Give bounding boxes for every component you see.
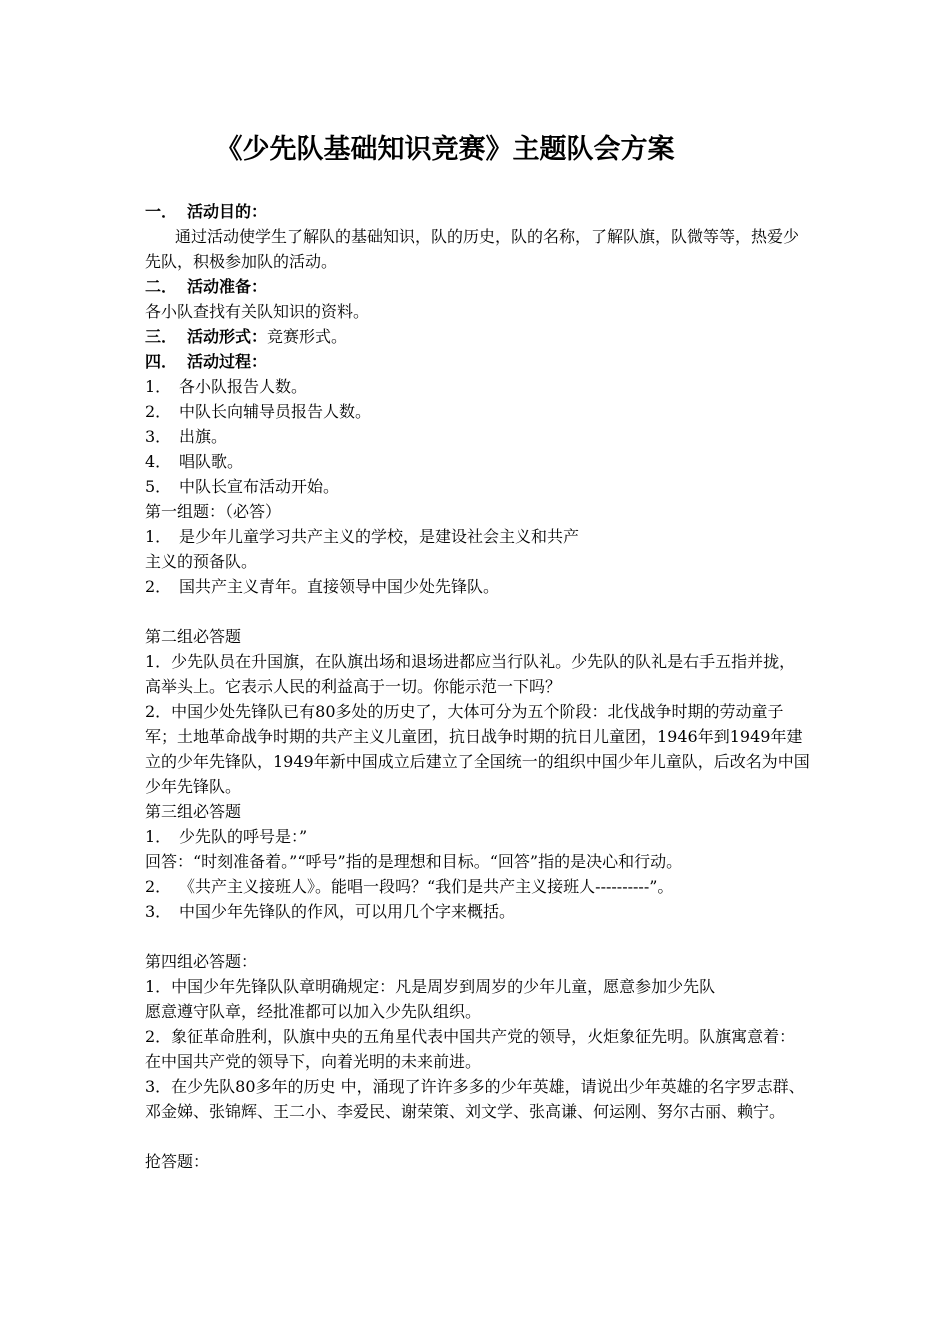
spacer — [145, 599, 810, 624]
rush-heading: 抢答题： — [145, 1152, 210, 1171]
group4-heading: 第四组必答题： — [145, 952, 258, 971]
group1-question-2: 2． 国共产主义青年。直接领导中国少处先锋队。 — [145, 577, 500, 596]
group4-question-3: 3．在少先队80多年的历史 中，涌现了许许多多的少年英雄，请说出少年英雄的名字罗志群、邓金娣、张锦辉、王二小、李爱民、谢荣策、刘文学、张高谦、何运刚、努尔古丽、赖宁。 — [145, 1077, 805, 1121]
group2-question-2: 2．中国少处先锋队已有80多处的历史了，大体可分为五个阶段：北伐战争时期的劳动童子军；土地革命战争时期的共产主义儿童团，抗日战争时期的抗日儿童团，1946年到1949年建立的少年先锋队，1949年新中国成立后建立了全国统一的组织中国少年儿童队，后改名为中国少年先锋队。 — [145, 702, 810, 796]
group2-question-1: 1．少先队员在升国旗，在队旗出场和退场进都应当行队礼。少先队的队礼是右手五指并拢，高举头上。它表示人民的利益高于一切。你能示范一下吗？ — [145, 652, 796, 696]
section-process-heading: 四． 活动过程： — [145, 352, 268, 371]
group1-question-1-cont: 主义的预备队。 — [145, 552, 258, 571]
section-prep-text: 各小队查找有关队知识的资料。 — [145, 302, 370, 321]
group4-question-1: 1．中国少年先锋队队章明确规定：凡是周岁到周岁的少年儿童，愿意参加少先队 — [145, 977, 716, 996]
group3-question-1: 1． 少先队的呼号是：” — [145, 827, 308, 846]
step-item: 1． 各小队报告人数。 — [145, 377, 308, 396]
group3-question-2: 2． 《共产主义接班人》。能唱一段吗？“我们是共产主义接班人----------”。 — [145, 877, 674, 896]
step-item: 3． 出旗。 — [145, 427, 228, 446]
group1-question-1: 1． 是少年儿童学习共产主义的学校，是建设社会主义和共产 — [145, 527, 580, 546]
group4-question-1-cont: 愿意遵守队章，经批准都可以加入少先队组织。 — [145, 1002, 482, 1021]
section-purpose-text: 通过活动使学生了解队的基础知识，队的历史，队的名称，了解队旗，队微等等，热爱少先队，积极参加队的活动。 — [145, 227, 800, 271]
spacer — [145, 1124, 810, 1149]
section-form: 三． 活动形式：竞赛形式。 — [145, 327, 348, 346]
step-item: 4． 唱队歌。 — [145, 452, 244, 471]
group3-answer: 回答：“时刻准备着。”“呼号”指的是理想和目标。“回答”指的是决心和行动。 — [145, 852, 683, 871]
group1-heading: 第一组题：（必答） — [145, 502, 282, 521]
document-body — [145, 199, 810, 1174]
group2-heading: 第二组必答题 — [145, 627, 242, 646]
spacer — [145, 924, 810, 949]
section-purpose-heading: 一． 活动目的： — [145, 202, 268, 221]
step-item: 5． 中队长宣布活动开始。 — [145, 477, 340, 496]
step-item: 2． 中队长向辅导员报告人数。 — [145, 402, 372, 421]
group3-question-3: 3． 中国少年先锋队的作风，可以用几个字来概括。 — [145, 902, 516, 921]
group3-heading: 第三组必答题 — [145, 802, 242, 821]
section-prep-heading: 二． 活动准备： — [145, 277, 268, 296]
document-title: 《少先队基础知识竞赛》主题队会方案 — [215, 134, 675, 165]
group4-question-2: 2．象征革命胜利，队旗中央的五角星代表中国共产党的领导，火炬象征先明。队旗寓意着：在中国共产党的领导下，向着光明的未来前进。 — [145, 1027, 796, 1071]
